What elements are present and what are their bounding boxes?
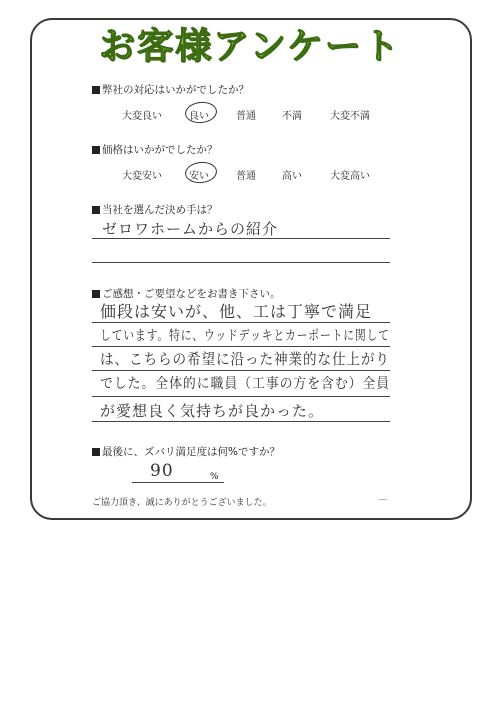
- option-price-very-expensive[interactable]: 大変高い: [330, 171, 370, 182]
- comment-line-2[interactable]: しています。特に、ウッドデッキとカーポートに関して: [100, 328, 390, 344]
- bullet-square-icon: [92, 146, 100, 154]
- answer-line: [92, 396, 390, 397]
- answer-line: [92, 322, 390, 323]
- survey-title: お客様アンケート: [99, 26, 401, 67]
- bullet-square-icon: [92, 206, 100, 214]
- answer-line: [92, 370, 390, 371]
- comment-line-4[interactable]: でした。全体的に職員（工事の方を含む）全員: [100, 376, 391, 392]
- question-reason: [92, 202, 218, 217]
- comment-line-3[interactable]: は、こちらの希望に沿った神業的な仕上がり: [100, 350, 390, 368]
- answer-line: [92, 262, 390, 263]
- question-satisfaction: [92, 444, 280, 459]
- bullet-square-icon: [92, 448, 100, 456]
- answer-reason[interactable]: ゼロワホームからの紹介: [102, 220, 279, 238]
- question-comments-label: ご感想・ご要望などをお書き下さい。: [102, 288, 281, 300]
- option-price-average[interactable]: 普通: [236, 171, 256, 182]
- option-service-dissatisfied[interactable]: 不満: [282, 111, 302, 122]
- option-price-expensive[interactable]: 高い: [282, 171, 302, 182]
- answer-line: [92, 421, 390, 422]
- comment-line-5[interactable]: が愛想良く気持ちが良かった。: [100, 402, 325, 420]
- option-service-very-good[interactable]: 大変良い: [122, 111, 162, 122]
- question-service-label: 弊社の対応はいかがでしたか？: [102, 84, 249, 96]
- satisfaction-unit: %: [210, 472, 219, 482]
- bullet-square-icon: [92, 86, 100, 94]
- option-service-good[interactable]: 良い: [189, 111, 209, 122]
- question-price-label: 価格はいかがでしたか？: [102, 144, 218, 156]
- question-reason-label: 当社を選んだ決め手は？: [102, 204, 218, 216]
- bullet-square-icon: [92, 290, 100, 298]
- footer-mark: －: [378, 495, 388, 506]
- option-service-very-dissatisfied[interactable]: 大変不満: [330, 111, 370, 122]
- footer-thanks: ご協力頂き、誠にありがとうございました。: [92, 498, 272, 508]
- question-price: [92, 142, 218, 157]
- question-satisfaction-label: 最後に、ズバリ満足度は何%ですか？: [102, 446, 280, 458]
- option-price-cheap[interactable]: 安い: [189, 171, 209, 182]
- comment-line-1[interactable]: 価段は安いが、他、工は丁寧で満足: [100, 302, 373, 321]
- satisfaction-value[interactable]: 90: [150, 461, 174, 481]
- option-service-average[interactable]: 普通: [236, 111, 256, 122]
- question-service: [92, 82, 249, 97]
- satisfaction-line: [132, 482, 224, 483]
- answer-line: [92, 346, 390, 347]
- option-price-very-cheap[interactable]: 大変安い: [122, 171, 162, 182]
- answer-line: [92, 238, 390, 239]
